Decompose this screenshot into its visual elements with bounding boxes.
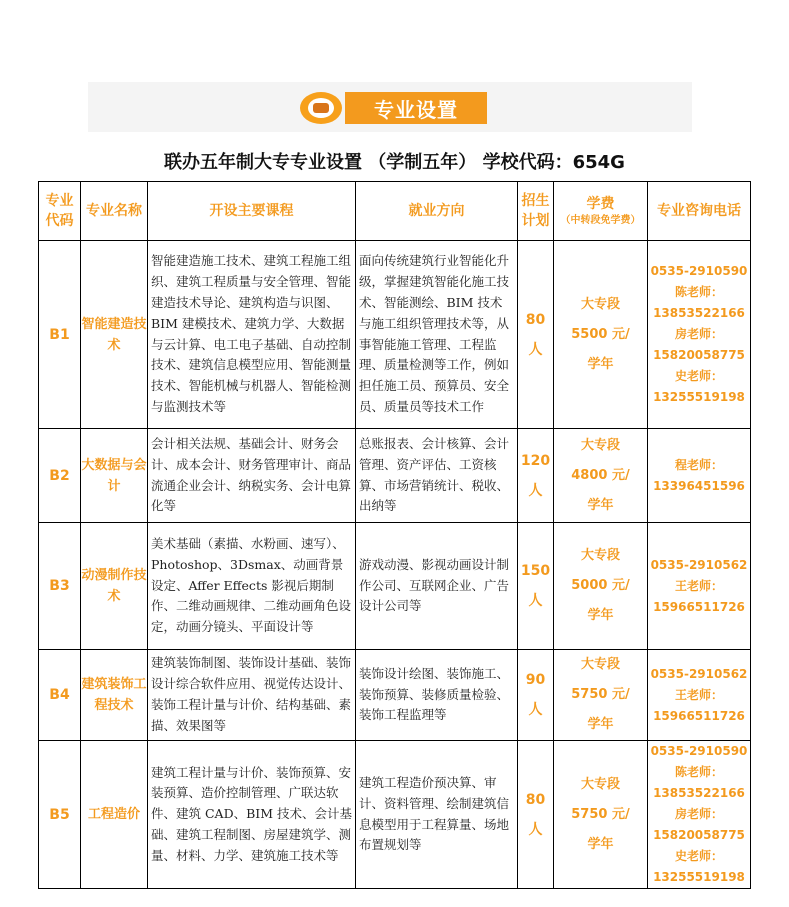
phone-line: 陈老师：	[674, 285, 723, 299]
phone-line: 15820058775	[653, 348, 745, 362]
row-plan: 90 人	[518, 650, 554, 741]
phone-line: 13853522166	[653, 786, 745, 800]
section-label: 专业设置	[345, 92, 487, 124]
fee-line: 学年	[587, 717, 614, 732]
fee-line: 5750 元/	[571, 806, 630, 822]
row-fee	[554, 241, 648, 429]
row-phone	[648, 741, 751, 889]
phone-line: 15966511726	[653, 599, 745, 614]
fee-line: 大专段	[580, 437, 620, 453]
table-row	[39, 429, 751, 523]
row-fee	[554, 741, 648, 889]
header-fee-label: 学费	[586, 196, 615, 212]
phone-line: 0535-2910590	[650, 264, 748, 278]
phone-line: 程老师：	[674, 457, 723, 472]
row-jobs: 面向传统建筑行业智能化升级，掌握建筑智能化施工技术、智能测绘、BIM 技术与施工组织管理技术等，从事智能施工管理、工程监理、质量检测等工作，例如担任施工员、预算员、安全员、质量员等技术工作	[356, 241, 518, 429]
header-plan: 招生计划	[518, 182, 554, 241]
fee-line: 学年	[587, 356, 614, 372]
phone-line: 王老师：	[674, 687, 723, 702]
row-courses: 会计相关法规、基础会计、财务会计、成本会计、财务管理审计、商品流通企业会计、纳税实务、会计电算化等	[148, 429, 356, 523]
fee-line: 大专段	[580, 548, 620, 563]
row-name: 动漫制作技术	[81, 523, 148, 650]
row-phone	[648, 429, 751, 523]
row-courses: 美术基础（素描、水粉画、速写）、Photoshop、3Dsmax、动画背景设定、Affer Effects 影视后期制作、二维动画规律、二维动画角色设定，动画分镜头、平面设计等	[148, 523, 356, 650]
row-fee	[554, 429, 648, 523]
phone-line: 房老师：	[674, 807, 723, 821]
row-name: 建筑装饰工程技术	[81, 650, 148, 741]
row-plan: 80 人	[518, 241, 554, 429]
row-name: 智能建造技术	[81, 241, 148, 429]
header-name: 专业名称	[81, 182, 148, 241]
fee-line: 大专段	[580, 776, 620, 792]
fee-line: 5500 元/	[571, 326, 630, 342]
row-phone	[648, 523, 751, 650]
fee-line: 大专段	[580, 296, 620, 312]
row-name: 工程造价	[81, 741, 148, 889]
header-code: 专业代码	[39, 182, 81, 241]
table-row	[39, 741, 751, 889]
phone-line: 13255519198	[653, 390, 745, 404]
header-fee	[554, 182, 648, 241]
row-plan: 150 人	[518, 523, 554, 650]
phone-line: 陈老师：	[674, 765, 723, 779]
phone-line: 史老师：	[674, 849, 723, 863]
phone-line: 0535-2910590	[650, 744, 748, 758]
table-row	[39, 241, 751, 429]
row-code: B3	[39, 523, 81, 650]
header-row	[39, 182, 751, 241]
row-phone	[648, 650, 751, 741]
phone-line: 史老师：	[674, 369, 723, 383]
phone-line: 0535-2910562	[650, 666, 748, 681]
fee-line: 学年	[587, 836, 614, 852]
fee-line: 4800 元/	[571, 467, 630, 483]
row-jobs: 游戏动漫、影视动画设计制作公司、互联网企业、广告设计公司等	[356, 523, 518, 650]
row-plan: 120 人	[518, 429, 554, 523]
fee-line: 5000 元/	[571, 578, 630, 593]
row-plan: 80 人	[518, 741, 554, 889]
row-courses: 建筑工程计量与计价、装饰预算、安装预算、造价控制管理、广联达软件、建筑 CAD、BIM 技术、会计基础、建筑工程制图、房屋建筑学、测量、材料、力学、建筑施工技术等	[148, 741, 356, 889]
row-code: B1	[39, 241, 81, 429]
majors-table	[38, 181, 751, 889]
row-courses: 建筑装饰制图、装饰设计基础、装饰设计综合软件应用、视觉传达设计、装饰工程计量与计价、结构基础、素描、效果图等	[148, 650, 356, 741]
phone-line: 王老师：	[674, 578, 723, 593]
table-row	[39, 650, 751, 741]
row-name: 大数据与会计	[81, 429, 148, 523]
phone-line: 15966511726	[653, 708, 745, 723]
phone-line: 13396451596	[653, 478, 745, 493]
header-courses: 开设主要课程	[148, 182, 356, 241]
fee-line: 大专段	[580, 657, 620, 672]
phone-line: 13255519198	[653, 870, 745, 884]
row-phone	[648, 241, 751, 429]
school-logo-icon	[300, 92, 342, 124]
document-title: 联办五年制大专专业设置 （学制五年） 学校代码：654G	[164, 152, 625, 173]
row-jobs: 总账报表、会计核算、会计管理、资产评估、工资核算、市场营销统计、税收、出纳等	[356, 429, 518, 523]
row-code: B2	[39, 429, 81, 523]
row-fee	[554, 523, 648, 650]
header-jobs: 就业方向	[356, 182, 518, 241]
row-fee	[554, 650, 648, 741]
phone-line: 13853522166	[653, 306, 745, 320]
row-courses: 智能建造施工技术、建筑工程施工组织、建筑工程质量与安全管理、智能建造技术导论、建筑构造与识图、BIM 建模技术、建筑力学、大数据与云计算、电工电子基础、自动控制技术、建筑信息模型应用、智能测量技术、智能机械与机器人、智能检测与监测技术等	[148, 241, 356, 429]
fee-line: 5750 元/	[571, 687, 630, 702]
fee-line: 学年	[587, 608, 614, 623]
header-phone: 专业咨询电话	[648, 182, 751, 241]
row-jobs: 装饰设计绘图、装饰施工、装饰预算、装修质量检验、装饰工程监理等	[356, 650, 518, 741]
table-row	[39, 523, 751, 650]
fee-line: 学年	[587, 497, 614, 513]
row-jobs: 建筑工程造价预决算、审计、资料管理、绘制建筑信息模型用于工程算量、场地布置规划等	[356, 741, 518, 889]
row-code: B5	[39, 741, 81, 889]
header-fee-note: （中转段免学费）	[560, 215, 641, 226]
phone-line: 0535-2910562	[650, 557, 748, 572]
row-code: B4	[39, 650, 81, 741]
phone-line: 房老师：	[674, 327, 723, 341]
phone-line: 15820058775	[653, 828, 745, 842]
